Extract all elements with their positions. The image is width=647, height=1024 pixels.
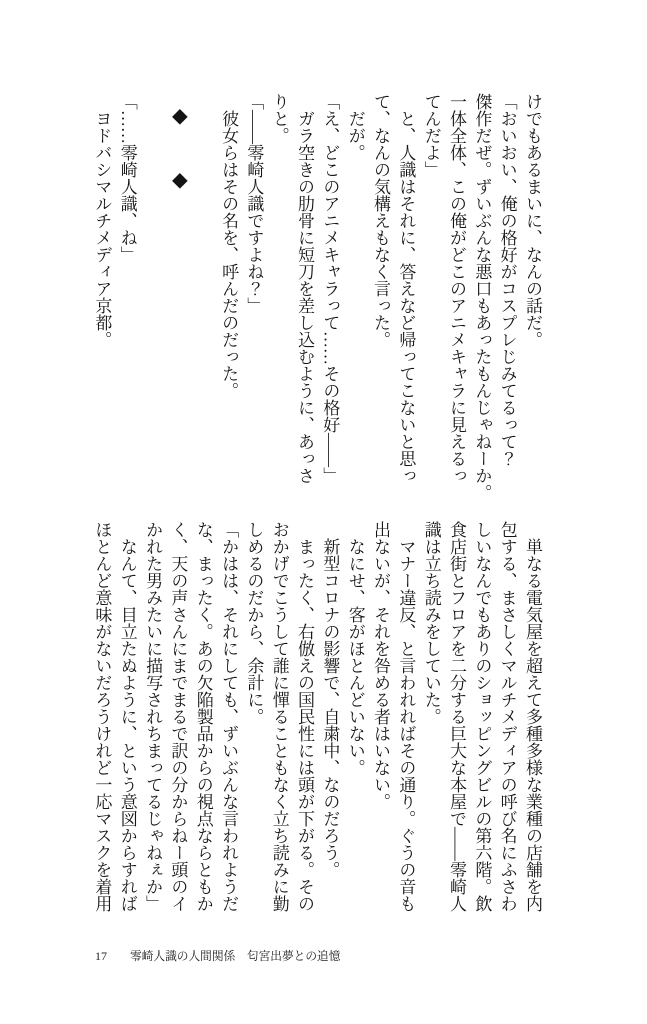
text-column: しいなんでもありのショッピングビルの第六階。飲 [472,521,492,912]
text-column: 「かはは、それにしても、ずいぶんな言われようだ [219,521,239,912]
text-column: おかげでこうして誰に憚ることもなく立ち読みに勤 [269,521,289,912]
page-footer [95,947,340,966]
running-title: 零崎人識の人間関係 匂宮出夢との追憶 [130,950,341,963]
text-column: と、人識はそれに、答えなど帰ってこないと思っ [396,93,416,484]
text-column: 単なる電気屋を超えて多種多様な業種の店舗を内 [523,521,542,912]
text-column: しめるのだから、余計に。 [244,521,264,725]
text-column: まったく、右倣えの国民性には頭が下がる。その [295,521,315,912]
text-column: 「おいおい、俺の格好がコスプレじみてるって？ [497,93,517,467]
text-column: りと。 [269,93,289,144]
text-column: 彼女らはその名を、呼んだのだった。 [219,93,239,399]
text-column: ヨドバシマルチメディア京都。 [92,93,112,348]
text-column: 傑作だぜ。ずいぶんな悪口もあったもんじゃねーか。 [472,93,492,501]
text-column: 出ないが、それを咎める者はいない。 [371,521,391,810]
text-column: 「――零崎人識ですよね？」 [244,93,264,314]
text-column: だが。 [345,93,365,161]
text-column: ほとんど意味がないだろうけれど一応マスクを着用 [92,521,112,912]
text-column: てんだよ」 [421,93,441,178]
lower-text-tier [89,521,545,912]
text-column: ガラ空きの肋骨に短刀を差し込むように、あっさ [295,93,315,484]
page-number: 17 [95,949,107,963]
text-column: 「……零崎人識、ね」 [117,93,137,263]
text-column: 包する、まさしくマルチメディアの呼び名にふさわ [497,521,517,912]
blank-column [140,93,165,484]
blank-column [190,93,215,484]
text-column: て、なんの気構えもなく言った。 [371,93,391,348]
text-column: マナー違反、と言われればその通り。ぐうの音も [396,521,416,912]
text-column: なにせ、客がほとんどいない。 [345,521,365,776]
text-column: 一体全体、この俺がどこのアニメキャラに見えるっ [447,93,467,484]
text-column: 新型コロナの影響で、自粛中、なのだろう。 [320,521,340,878]
section-break-diamond-icon: ◆ ◆ [169,93,187,189]
text-column: かれた男みたいに描写されちまってるじゃねぇか」 [143,521,163,912]
text-column: く、天の声さんにまでまるで訳の分からねー頭のイ [168,521,188,912]
text-column: けでもあるまいに、なんの話だ。 [523,93,542,348]
upper-text-tier [89,93,545,501]
text-column: 食店街とフロアを二分する巨大な本屋で――零崎人 [447,521,467,912]
text-column: なんて、目立たぬように、という意図からすれば [117,521,137,912]
text-column: 識は立ち読みをしていた。 [421,521,441,725]
text-column: 「え、どこのアニメキャラって……その格好――」 [320,93,340,484]
text-column: な、まったく。あの欠陥製品からの視点ならともか [193,521,213,912]
